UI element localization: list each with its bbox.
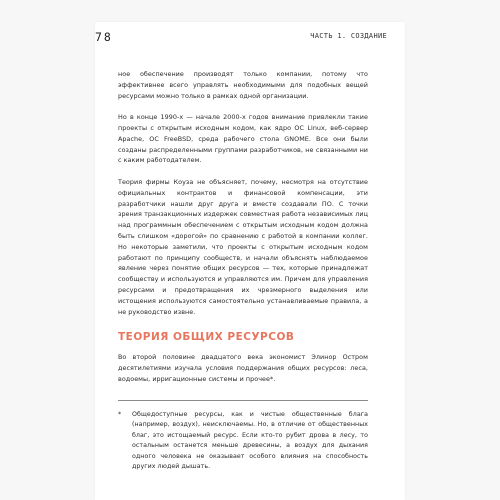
body-text (118, 69, 368, 473)
paragraph-2: Но в конце 1990-х — начале 2000-х годов внимание привлекли такие проекты с открытым исходным кодом, как ядро ОС Linux, веб-сервер Apache, ОС FreeBSD, среда рабочего стола GNOME. Все они были созданы распределенными группами разработчиков, не связанными ни с каким работодателем. (118, 113, 368, 165)
paragraph-1: ное обеспечение производят только компании, потому что эффективнее всего управлять необходимыми для подобных вещей ресурсами можно только в рамках одной организации. (118, 70, 368, 100)
running-head: ЧАСТЬ 1. СОЗДАНИЕ (310, 32, 387, 40)
section-paragraph: Во второй половине двадцатого века экономист Элинор Остром десятилетиями изучала условия поддержания общих ресурсов: леса, водоемы, ирригационные системы и прочее*. (118, 353, 368, 383)
paragraph-3: Теория фирмы Коуза не объясняет, почему, несмотря на отсутствие официальных контрактов и финансовой компенсации, эти разработчики нашли друг друга и вместе создавали ПО. С точки зрения транзакционных издержек совместная работа независимых лиц над программным обеспечением с открытым исходным кодом должна быть слишком «дорогой» по сравнению с работой в компании коллег. Но некоторые заметили, что проекты с открытым исходным кодом работают по принципу сообществ, и начали объяснять наблюдаемое явление через понятие общих ресурсов — тех, которые принадлежат сообществу и используются и управляются им. Причем для управления ресурсами и предотвращения их чрезмерного выделения или истощения используются самостоятельно устанавливаемые правила, а не руководство извне. (118, 177, 368, 316)
footnote-mark: * (118, 410, 122, 418)
book-page (95, 22, 405, 500)
footnote-divider (118, 400, 368, 401)
page-header (95, 30, 387, 44)
footnote (118, 410, 368, 474)
page-number: 78 (95, 30, 113, 44)
section-heading: ТЕОРИЯ ОБЩИХ РЕСУРСОВ (118, 331, 295, 344)
footnote-text: Общедоступные ресурсы, как и чистые общественные блага (например, воздух), неисключаемы. Но, в отличие от общественных благ, это истощаемый ресурс. Если кто-то рубит дрова в лесу, то остальным останется меньше древесины, а воздух для дыхания одного человека не оказывает особого влияния на способность других людей дышать. (132, 410, 368, 471)
